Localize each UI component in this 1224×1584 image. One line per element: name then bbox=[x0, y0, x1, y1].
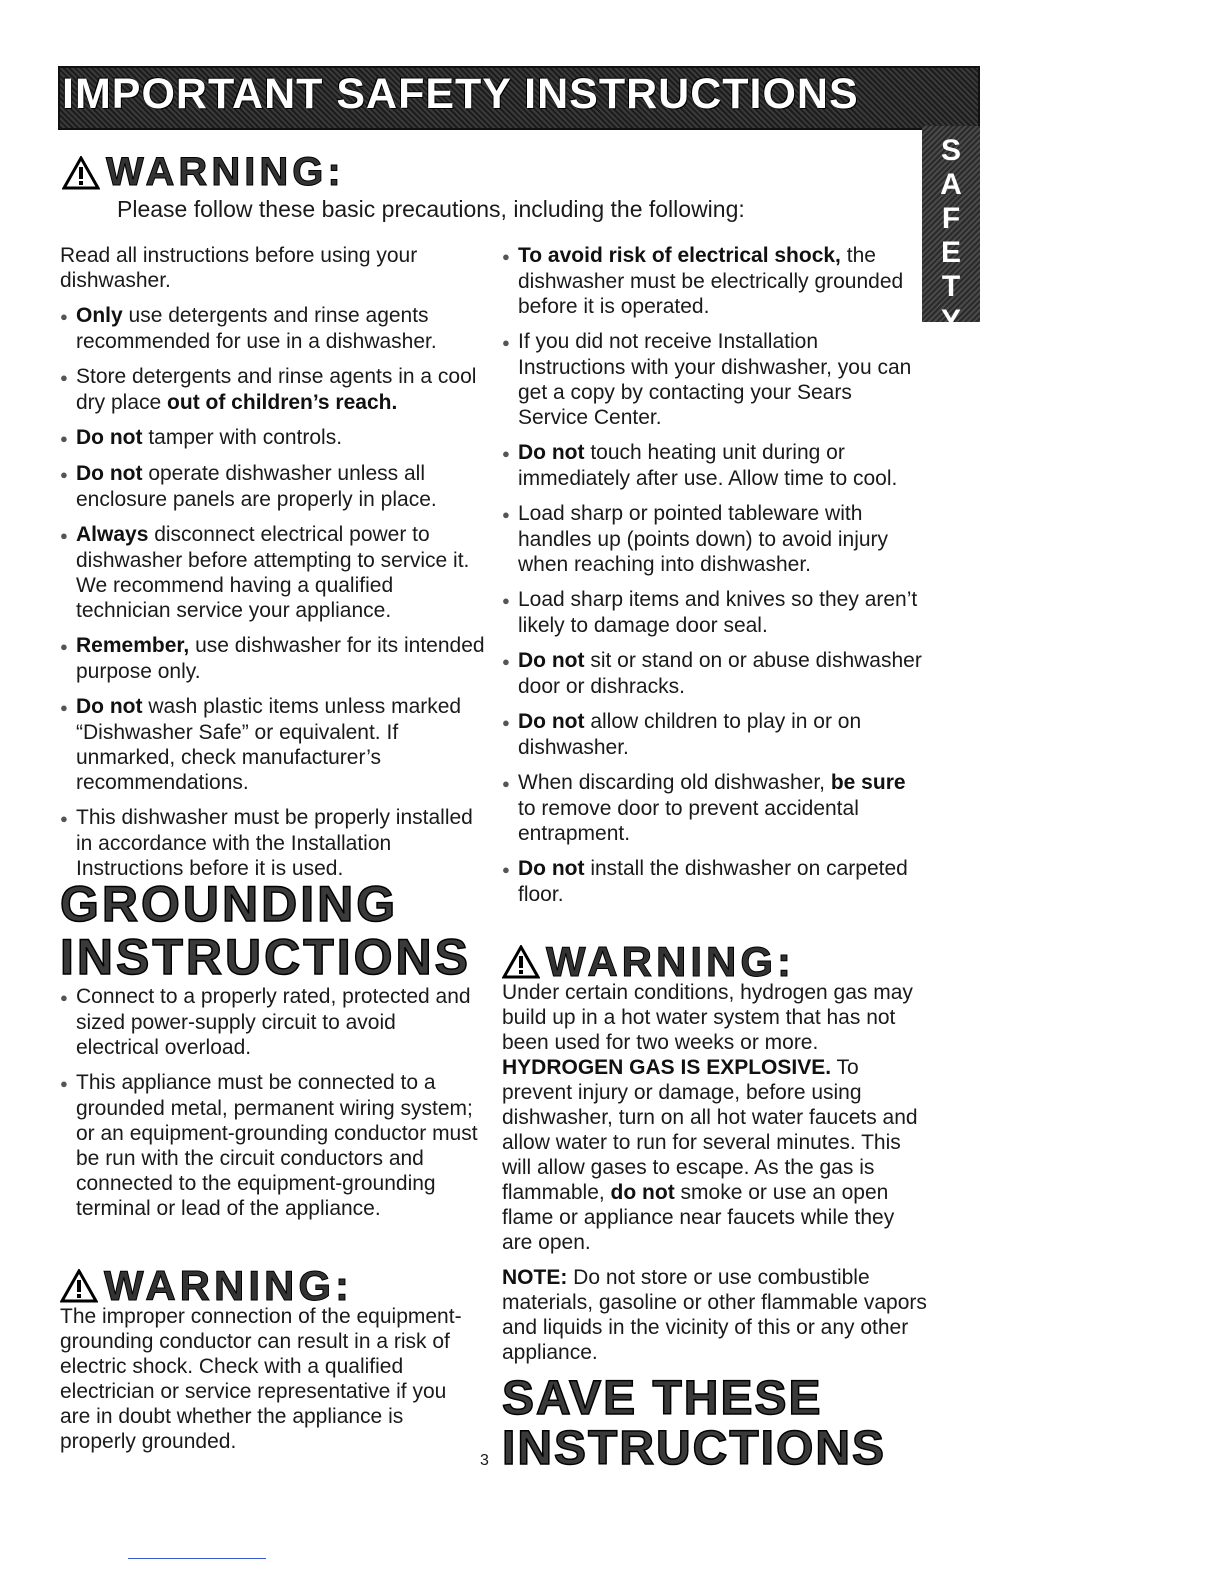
list-item: ● Always disconnect electrical power to dishwasher before attempting to service it. We recommend having a qualified technician service your appliance. bbox=[60, 522, 470, 622]
list-item: ● Do not install the dishwasher on carpeted floor. bbox=[502, 856, 908, 906]
page-number: 3 bbox=[480, 1452, 489, 1469]
list-item: ● To avoid risk of electrical shock, the dishwasher must be electrically grounded before it is operated. bbox=[502, 244, 904, 318]
warning-triangle-icon bbox=[62, 156, 100, 190]
warning-heading bbox=[60, 1262, 353, 1310]
side-tab-label bbox=[930, 134, 972, 338]
warning-heading-text: WARNING: bbox=[106, 150, 345, 194]
side-tab-letter: A bbox=[940, 168, 962, 201]
warning-triangle-icon bbox=[502, 945, 540, 979]
list-item: ● When discarding old dishwasher, be sure to remove door to prevent accidental entrapment. bbox=[502, 770, 906, 845]
warning-triangle-icon bbox=[60, 1269, 98, 1303]
save-heading-line1: SAVE THESE bbox=[502, 1372, 823, 1425]
grounding-heading bbox=[60, 878, 471, 983]
grounding-heading-line2: INSTRUCTIONS bbox=[60, 928, 471, 985]
list-item: ● Load sharp or pointed tableware with handles up (points down) to avoid injury when reaching into dishwasher. bbox=[502, 501, 889, 576]
list-item: ● Store detergents and rinse agents in a cool dry place out of children’s reach. bbox=[60, 364, 477, 414]
side-tab-letter: Y bbox=[940, 304, 961, 337]
grounding-heading-line1: GROUNDING bbox=[60, 876, 399, 932]
list-item: ● This appliance must be connected to a grounded metal, permanent wiring system; or an equipment-grounding conductor must be run with the circuit conductors and connected to the equipment-grounding terminal or lead of the appliance. bbox=[60, 1070, 478, 1220]
list-item: ● Do not allow children to play in or on dishwasher. bbox=[502, 709, 862, 759]
list-item: ● Do not wash plastic items unless marked “Dishwasher Safe” or equivalent. If unmarked, check manufacturer’s recommendations. bbox=[60, 694, 462, 794]
warning-grounding-text: The improper connection of the equipment-grounding conductor can result in a risk of electric shock. Check with a qualified electrician or service representative if you are in doubt whether the appliance is properly grounded. bbox=[60, 1305, 462, 1453]
list-item: ● This dishwasher must be properly installed in accordance with the Installation Instructions before it is used. bbox=[60, 805, 473, 880]
save-heading-line2: INSTRUCTIONS bbox=[502, 1422, 886, 1476]
left-column bbox=[60, 243, 490, 891]
page-title: IMPORTANT SAFETY INSTRUCTIONS bbox=[62, 70, 859, 118]
list-item: ● Connect to a properly rated, protected and sized power-supply circuit to avoid electrical overload. bbox=[60, 985, 471, 1059]
side-tab-letter: F bbox=[941, 202, 961, 235]
list-item: ● Do not touch heating unit during or immediately after use. Allow time to cool. bbox=[502, 440, 898, 490]
warning-heading bbox=[502, 938, 795, 986]
grounding-list bbox=[60, 984, 480, 1231]
list-item: ● Do not tamper with controls. bbox=[60, 425, 343, 449]
save-instructions-heading bbox=[502, 1374, 886, 1475]
list-item: ● Do not sit or stand on or abuse dishwasher door or dishracks. bbox=[502, 648, 922, 698]
read-instructions-text: Read all instructions before using your dishwasher. bbox=[60, 244, 418, 292]
warning-heading-text: WARNING: bbox=[546, 938, 795, 985]
warning-heading-text: WARNING: bbox=[104, 1262, 353, 1309]
right-column bbox=[502, 243, 922, 917]
side-tab-letter: T bbox=[941, 270, 961, 303]
list-item: ● Do not operate dishwasher unless all enclosure panels are properly in place. bbox=[60, 461, 437, 511]
safety-side-tab bbox=[922, 126, 980, 337]
warning-heading bbox=[62, 150, 345, 195]
hydrogen-paragraph: Under certain conditions, hydrogen gas may build up in a hot water system that has not been used for two weeks or more. HYDROGEN GAS IS EXPLOSIVE. To prevent injury or damage, before using dishwasher, turn on all hot water faucets and allow water to run for several minutes. This will allow gases to escape. As the gas is flammable, do not smoke or use an open flame or appliance near faucets while they are open. bbox=[502, 981, 918, 1254]
footer-rule bbox=[128, 1558, 266, 1559]
warning-intro: Please follow these basic precautions, including the following: bbox=[117, 196, 745, 222]
side-tab-letter: S bbox=[940, 134, 961, 167]
list-item: ● Only use detergents and rinse agents recommended for use in a dishwasher. bbox=[60, 304, 437, 353]
note-paragraph: NOTE: Do not store or use combustible materials, gasoline or other flammable vapors and liquids in the vicinity of this or any other appliance. bbox=[502, 1266, 927, 1364]
side-tab-letter: E bbox=[940, 236, 961, 269]
hydrogen-warning-text bbox=[502, 980, 927, 1375]
list-item: ● If you did not receive Installation Instructions with your dishwasher, you can get a copy by contacting your Sears Service Center. bbox=[502, 329, 912, 429]
list-item: ● Load sharp items and knives so they aren’t likely to damage door seal. bbox=[502, 587, 918, 637]
list-item: ● Remember, use dishwasher for its intended purpose only. bbox=[60, 633, 485, 683]
